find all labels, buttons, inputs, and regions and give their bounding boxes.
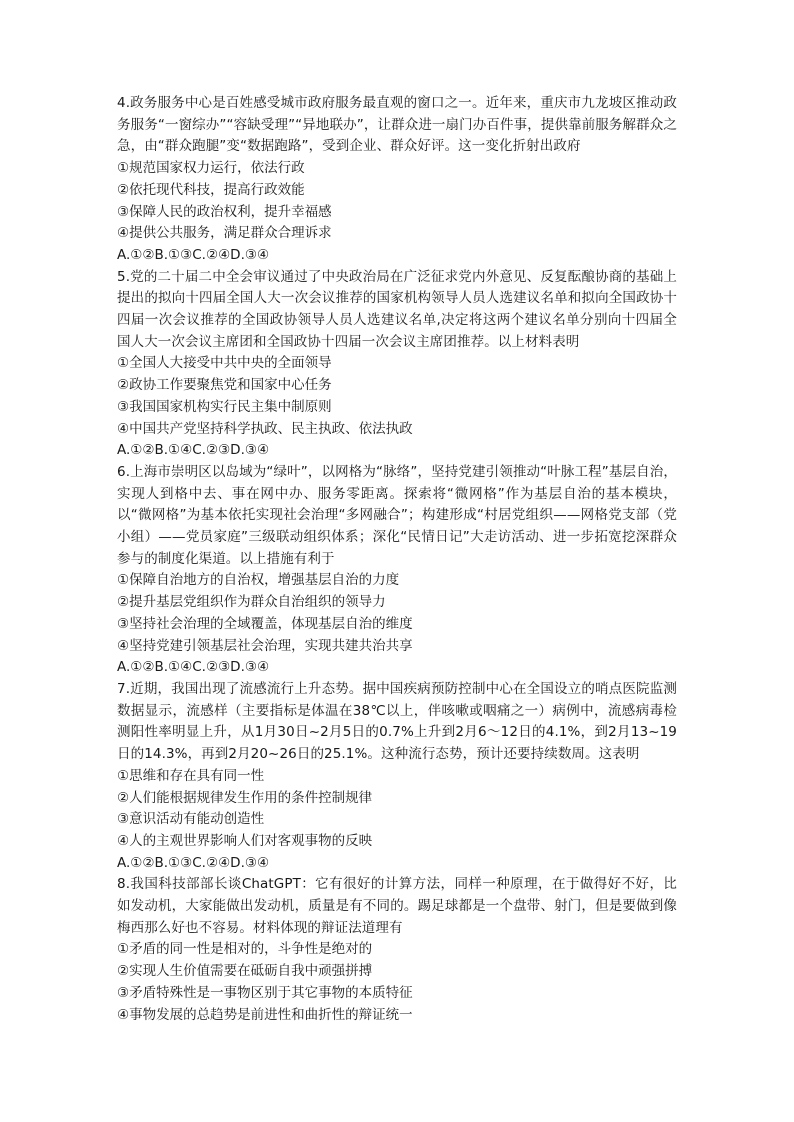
option-2: ②提升基层党组织作为群众自治组织的领导力 xyxy=(117,594,386,611)
answer-choices: A.①②B.①④C.②③D.③④ xyxy=(117,659,270,676)
question-6 xyxy=(117,462,677,679)
question-8 xyxy=(117,874,677,1026)
document-page xyxy=(117,93,677,1026)
option-1: ①全国人大接受中共中央的全面领导 xyxy=(117,355,332,372)
option-1: ①思维和存在具有同一性 xyxy=(117,767,265,784)
option-3: ③意识活动有能动创造性 xyxy=(117,811,265,828)
question-4 xyxy=(117,93,677,267)
option-2: ②人们能根据规律发生作用的条件控制规律 xyxy=(117,789,373,806)
question-stem: 8.我国科技部部长谈ChatGPT：它有很好的计算方法，同样一种原理，在于做得好不好，比如发动机，大家能做出发动机，质量是有不同的。踢足球都是一个盘带、射门，但是要做到像梅西那么好也不容易。材料体现的辩证法道理有 xyxy=(117,876,677,936)
option-4: ④人的主观世界影响人们对客观事物的反映 xyxy=(117,832,373,849)
option-4: ④中国共产党坚持科学执政、民主执政、依法执政 xyxy=(117,420,413,437)
option-3: ③坚持社会治理的全域覆盖，体现基层自治的维度 xyxy=(117,615,413,632)
option-2: ②政协工作要聚焦党和国家中心任务 xyxy=(117,377,332,394)
option-2: ②依托现代科技，提高行政效能 xyxy=(117,181,305,198)
question-7 xyxy=(117,679,677,874)
option-3: ③我国国家机构实行民主集中制原则 xyxy=(117,398,332,415)
question-stem: 6.上海市崇明区以岛域为“绿叶”，以网格为“脉络”，坚持党建引领推动“叶脉工程”基层自治，实现人到格中去、事在网中办、服务零距离。探索将“微网格”作为基层自治的基本模块，以“微网格”为基本依托实现社会治理“多网融合”；构建形成“村居党组织——网格党支部（党小组）——党员家庭”三级联动组织体系；深化“民情日记”大走访活动、进一步拓宽挖深群众参与的制度化渠道。以上措施有利于 xyxy=(117,463,677,567)
option-1: ①规范国家权力运行，依法行政 xyxy=(117,160,305,177)
answer-choices: A.①②B.①④C.②③D.③④ xyxy=(117,442,270,459)
question-stem: 4.政务服务中心是百姓感受城市政府服务最直观的窗口之一。近年来，重庆市九龙坡区推动政务服务“一窗综办”“容缺受理”“异地联办”，让群众进一扇门办百件事，提供靠前服务解群众之急，由“群众跑腿”变“数据跑路”，受到企业、群众好评。这一变化折射出政府 xyxy=(117,95,677,155)
option-2: ②实现人生价值需要在砥砺自我中顽强拼搏 xyxy=(117,963,373,980)
option-4: ④提供公共服务，满足群众合理诉求 xyxy=(117,225,332,242)
question-stem: 5.党的二十届二中全会审议通过了中央政治局在广泛征求党内外意见、反复酝酿协商的基础上提出的拟向十四届全国人大一次会议推荐的国家机构领导人员人选建议名单和拟向全国政协十四届一次会议推荐的全国政协领导人员人选建议名单,决定将这两个建议名单分别向十四届全国人大一次会议主席团和全国政协十四届一次会议主席团推荐。以上材料表明 xyxy=(117,268,677,350)
option-1: ①矛盾的同一性是相对的，斗争性是绝对的 xyxy=(117,941,373,958)
option-3: ③矛盾特殊性是一事物区别于其它事物的本质特征 xyxy=(117,984,413,1001)
option-3: ③保障人民的政治权利，提升幸福感 xyxy=(117,203,332,220)
question-5 xyxy=(117,267,677,462)
option-4: ④事物发展的总趋势是前进性和曲折性的辩证统一 xyxy=(117,1006,413,1023)
question-stem: 7.近期，我国出现了流感流行上升态势。据中国疾病预防控制中心在全国设立的哨点医院监测数据显示，流感样（主要指标是体温在38℃以上，伴咳嗽或咽痛之一）病例中，流感病毒检测阳性率明显上升，从1月30日~2月5日的0.7%上升到2月6～12日的4.1%，到2月13~19日的14.3%，再到2月20~26日的25.1%。这种流行态势，预计还要持续数周。这表明 xyxy=(117,680,677,763)
answer-choices: A.①②B.①③C.②④D.③④ xyxy=(117,246,270,263)
answer-choices: A.①②B.①③C.②④D.③④ xyxy=(117,854,270,871)
option-4: ④坚持党建引领基层社会治理，实现共建共治共享 xyxy=(117,637,413,654)
option-1: ①保障自治地方的自治权，增强基层自治的力度 xyxy=(117,572,400,589)
